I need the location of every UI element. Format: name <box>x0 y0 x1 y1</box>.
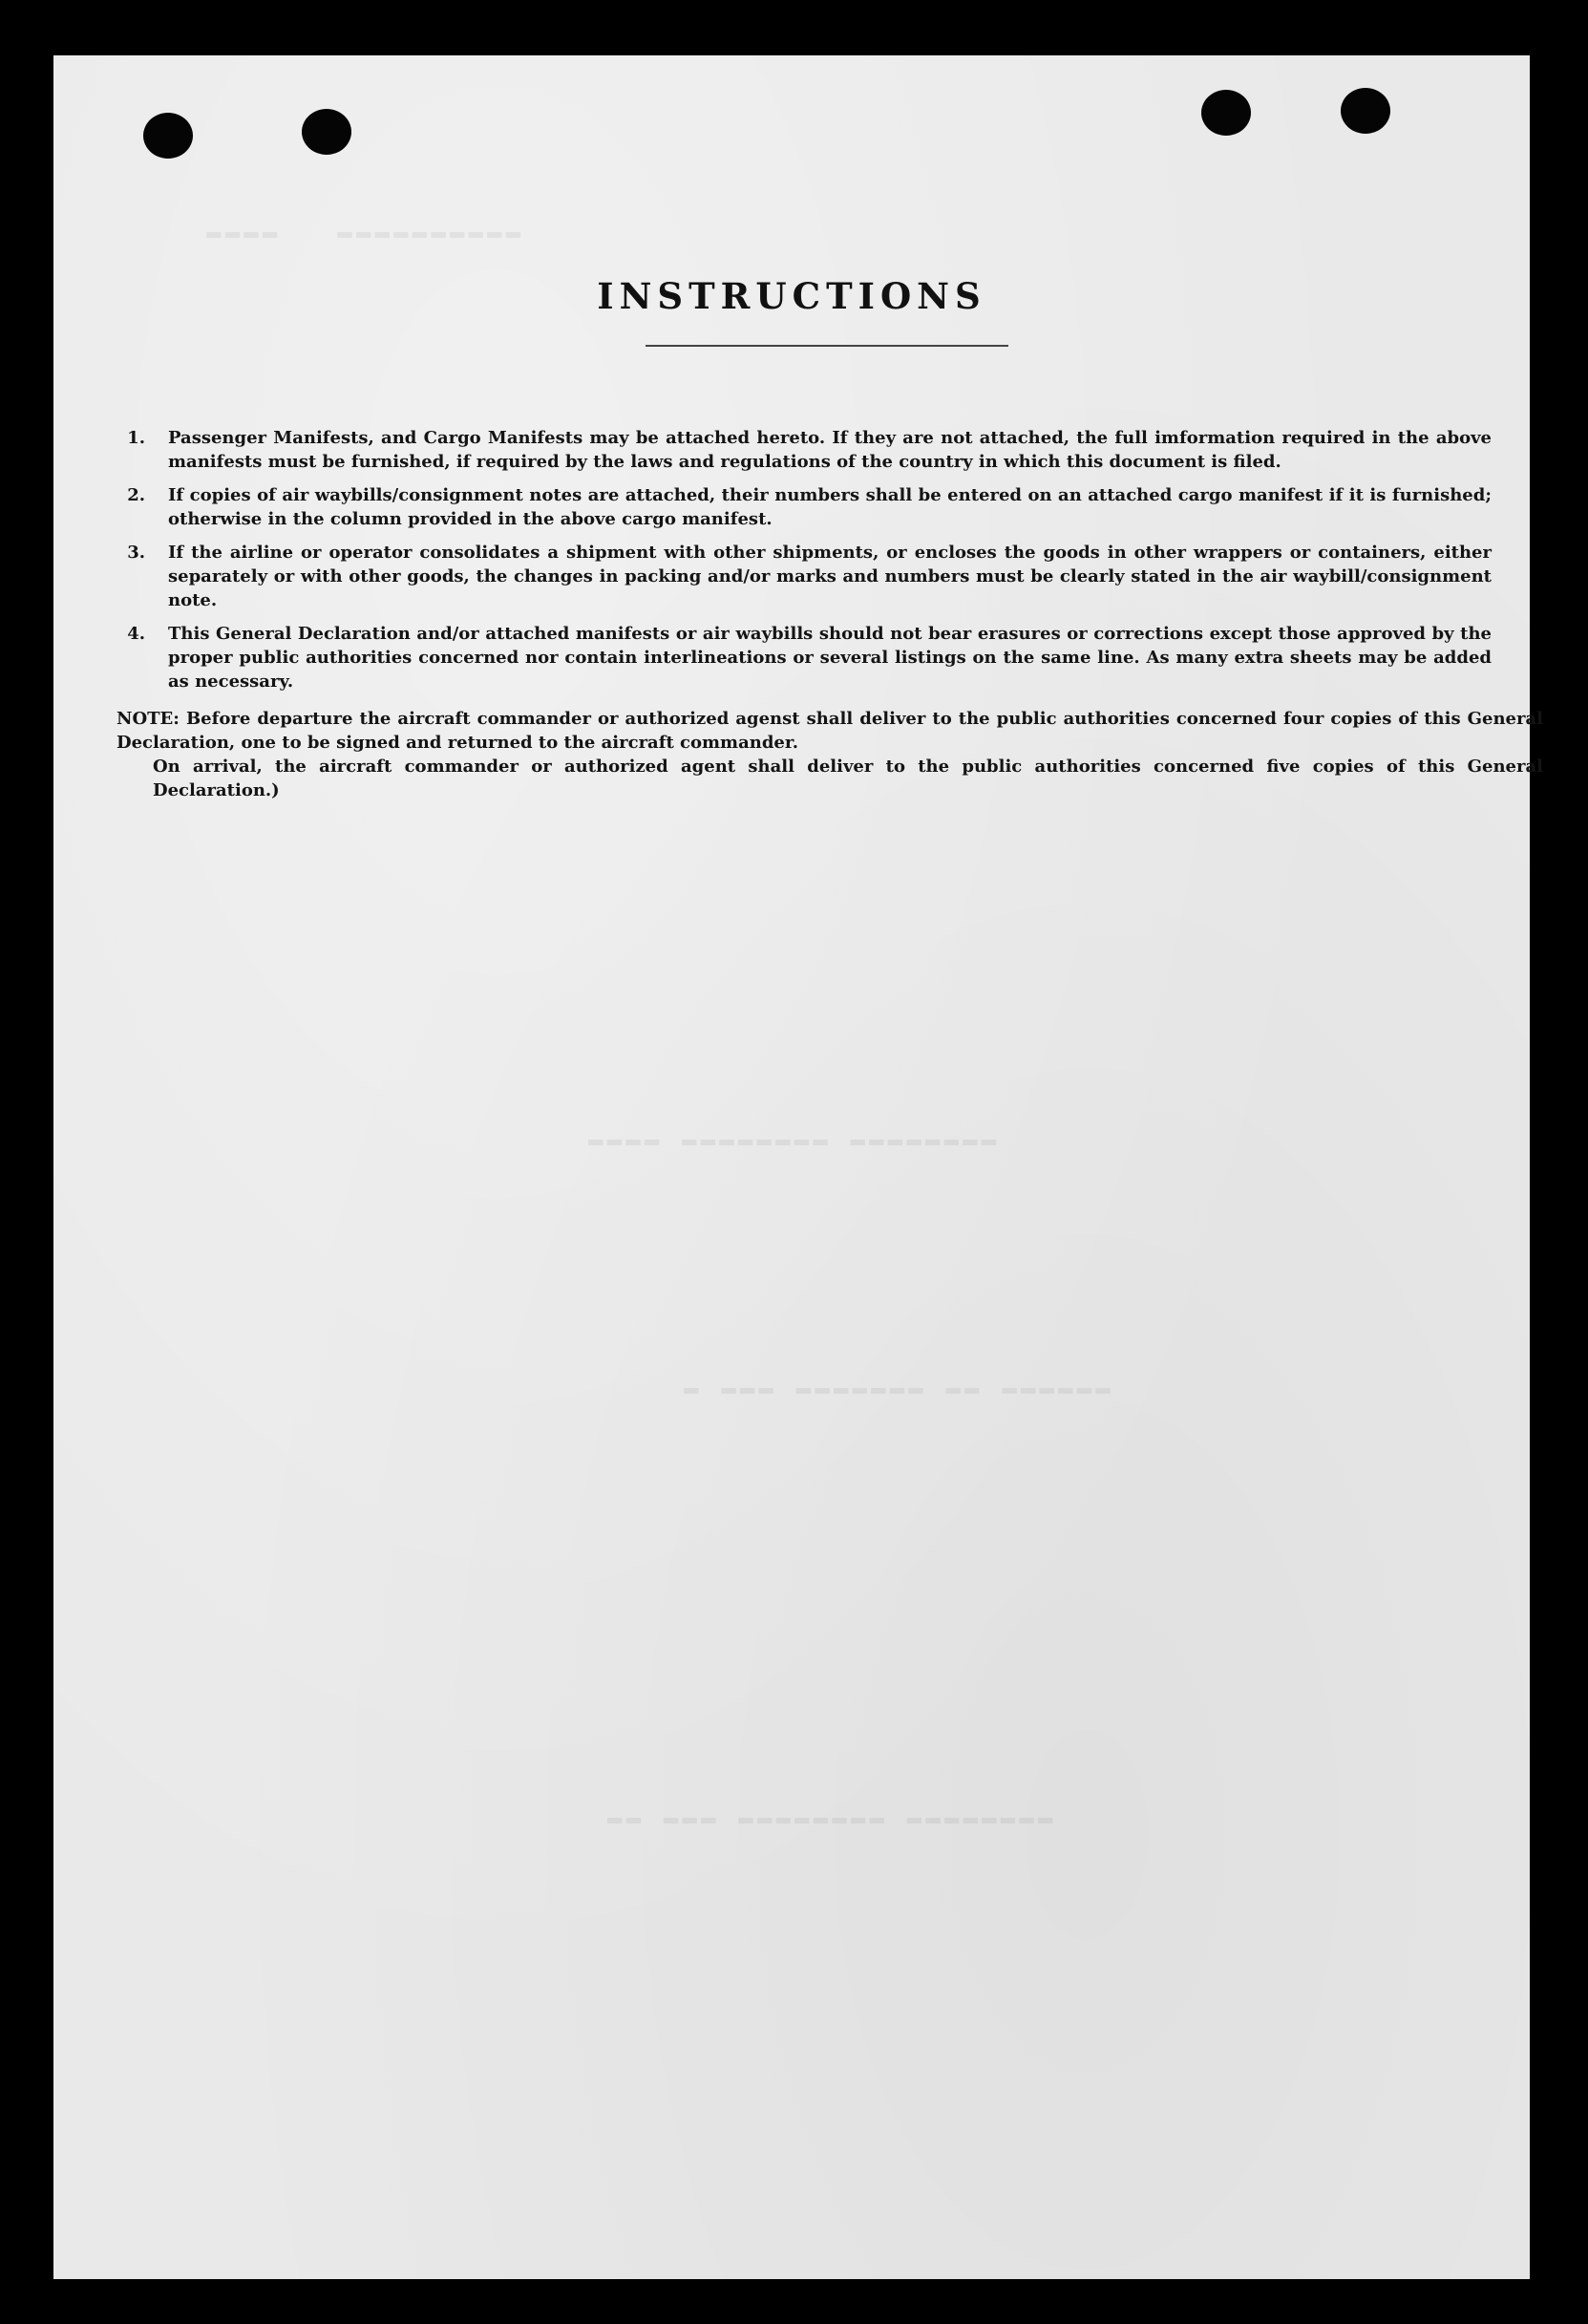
punch-hole-right-1 <box>1201 90 1251 136</box>
item-text: This General Declaration and/or attached manifests or air waybills should not bear erasures or corrections except those approved by the proper public authorities concerned nor contain interlineations or several listings on the same line. As many extra sheets may be added as necessary. <box>168 624 1492 692</box>
list-item <box>116 483 1492 531</box>
list-item <box>116 426 1492 474</box>
bleed-through-text: ▬ ▬▬▬ ▬▬▬▬▬▬▬ ▬▬ ▬▬▬▬▬▬ <box>684 1374 1114 1402</box>
list-item <box>116 622 1492 693</box>
item-number: 4. <box>127 624 145 644</box>
document-page <box>53 55 1543 2279</box>
title-underline <box>646 345 1008 347</box>
item-text: Passenger Manifests, and Cargo Manifests may be attached hereto. If they are not attached, the full imformation required in the above manifests must be furnished, if required by the laws and regulations of the country in which this document is filed. <box>168 428 1492 472</box>
instructions-list <box>116 426 1492 703</box>
list-item <box>116 541 1492 612</box>
item-number: 3. <box>127 543 145 563</box>
punch-hole-left-1 <box>143 113 193 159</box>
punch-hole-left-2 <box>302 109 351 155</box>
item-text: If the airline or operator consolidates a shipment with other shipments, or encloses the goods in other wrappers or containers, either separately or with other goods, the changes in packing and/or marks and numbers must be clearly stated in the air waybill/consignment note. <box>168 543 1492 610</box>
bleed-through-text: ▬▬▬▬ ▬▬▬▬▬▬▬▬ ▬▬▬▬▬▬▬▬ <box>588 1125 1001 1154</box>
item-number: 2. <box>127 485 145 505</box>
note-arrival: On arrival, the aircraft commander or authorized agent shall deliver to the public authorities concerned five copies of this General Declaration.) <box>153 757 1543 800</box>
item-number: 1. <box>127 428 145 448</box>
bleed-through-text: ▬▬▬▬ ▬▬▬▬▬▬▬▬▬▬ <box>206 218 525 246</box>
bleed-through-text: ▬▬ ▬▬▬ ▬▬▬▬▬▬▬▬ ▬▬▬▬▬▬▬▬ <box>607 1803 1057 1832</box>
note-departure: NOTE: Before departure the aircraft commander or authorized agenst shall deliver to the public authorities concerned four copies of this General Declaration, one to be signed and returned to the aircraft commander. <box>116 709 1543 753</box>
item-text: If copies of air waybills/consignment notes are attached, their numbers shall be entered on an attached cargo manifest if it is furnished; otherwise in the column provided in the above cargo manifest. <box>168 485 1492 529</box>
page-title: INSTRUCTIONS <box>597 275 986 317</box>
note-block <box>116 707 1543 802</box>
punch-hole-right-2 <box>1341 88 1390 134</box>
